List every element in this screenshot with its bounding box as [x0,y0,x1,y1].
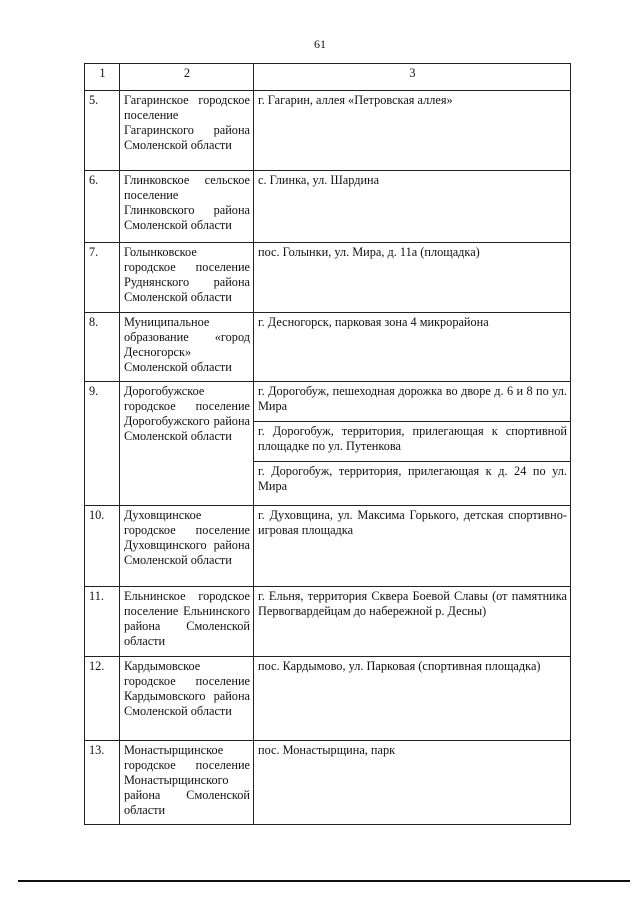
row-number: 13. [85,741,120,825]
table-row [85,506,571,587]
page-bottom-rule [18,880,630,882]
settlement-name: Глинковское сельское поселение Глинковского района Смоленской области [120,171,254,243]
table-row [85,171,571,243]
table-header-row [85,64,571,91]
place-cell: пос. Монастырщина, парк [254,741,571,825]
settlement-name: Дорогобужское городское поселение Дорогобужского района Смоленской области [120,382,254,506]
settlement-name: Гагаринское городское поселение Гагаринского района Смоленской области [120,91,254,171]
row-number: 12. [85,657,120,741]
table-row [85,91,571,171]
place-cell: г. Духовщина, ул. Максима Горького, детская спортивно-игровая площадка [254,506,571,587]
place-cell: пос. Кардымово, ул. Парковая (спортивная площадка) [254,657,571,741]
row-number: 10. [85,506,120,587]
settlement-name: Муниципальное образование «город Десногорск» Смоленской области [120,313,254,382]
place-cell: с. Глинка, ул. Шардина [254,171,571,243]
place-cell: г. Дорогобуж, территория, прилегающая к д. 24 по ул. Мира [254,462,571,506]
places-table [84,63,571,825]
table-row [85,382,571,422]
place-cell: г. Десногорск, парковая зона 4 микрорайона [254,313,571,382]
place-cell: пос. Голынки, ул. Мира, д. 11а (площадка) [254,243,571,313]
settlement-name: Монастырщинское городское поселение Монастырщинского района Смоленской области [120,741,254,825]
header-col-3: 3 [254,64,571,91]
row-number: 5. [85,91,120,171]
page-number: 61 [314,37,326,51]
place-cell: г. Ельня, территория Сквера Боевой Славы (от памятника Первогвардейцам до набережной р. Десны) [254,587,571,657]
table-row [85,741,571,825]
row-number: 8. [85,313,120,382]
row-number: 7. [85,243,120,313]
settlement-name: Духовщинское городское поселение Духовщинского района Смоленской области [120,506,254,587]
table-row [85,657,571,741]
table-row [85,243,571,313]
header-col-1: 1 [85,64,120,91]
row-number: 6. [85,171,120,243]
header-col-2: 2 [120,64,254,91]
place-cell: г. Гагарин, аллея «Петровская аллея» [254,91,571,171]
row-number: 9. [85,382,120,506]
row-number: 11. [85,587,120,657]
place-cell: г. Дорогобуж, пешеходная дорожка во дворе д. 6 и 8 по ул. Мира [254,382,571,422]
settlement-name: Кардымовское городское поселение Кардымовского района Смоленской области [120,657,254,741]
table-row [85,587,571,657]
table-row [85,313,571,382]
settlement-name: Ельнинское городское поселение Ельнинского района Смоленской области [120,587,254,657]
place-cell: г. Дорогобуж, территория, прилегающая к спортивной площадке по ул. Путенкова [254,422,571,462]
settlement-name: Голынковское городское поселение Руднянского района Смоленской области [120,243,254,313]
